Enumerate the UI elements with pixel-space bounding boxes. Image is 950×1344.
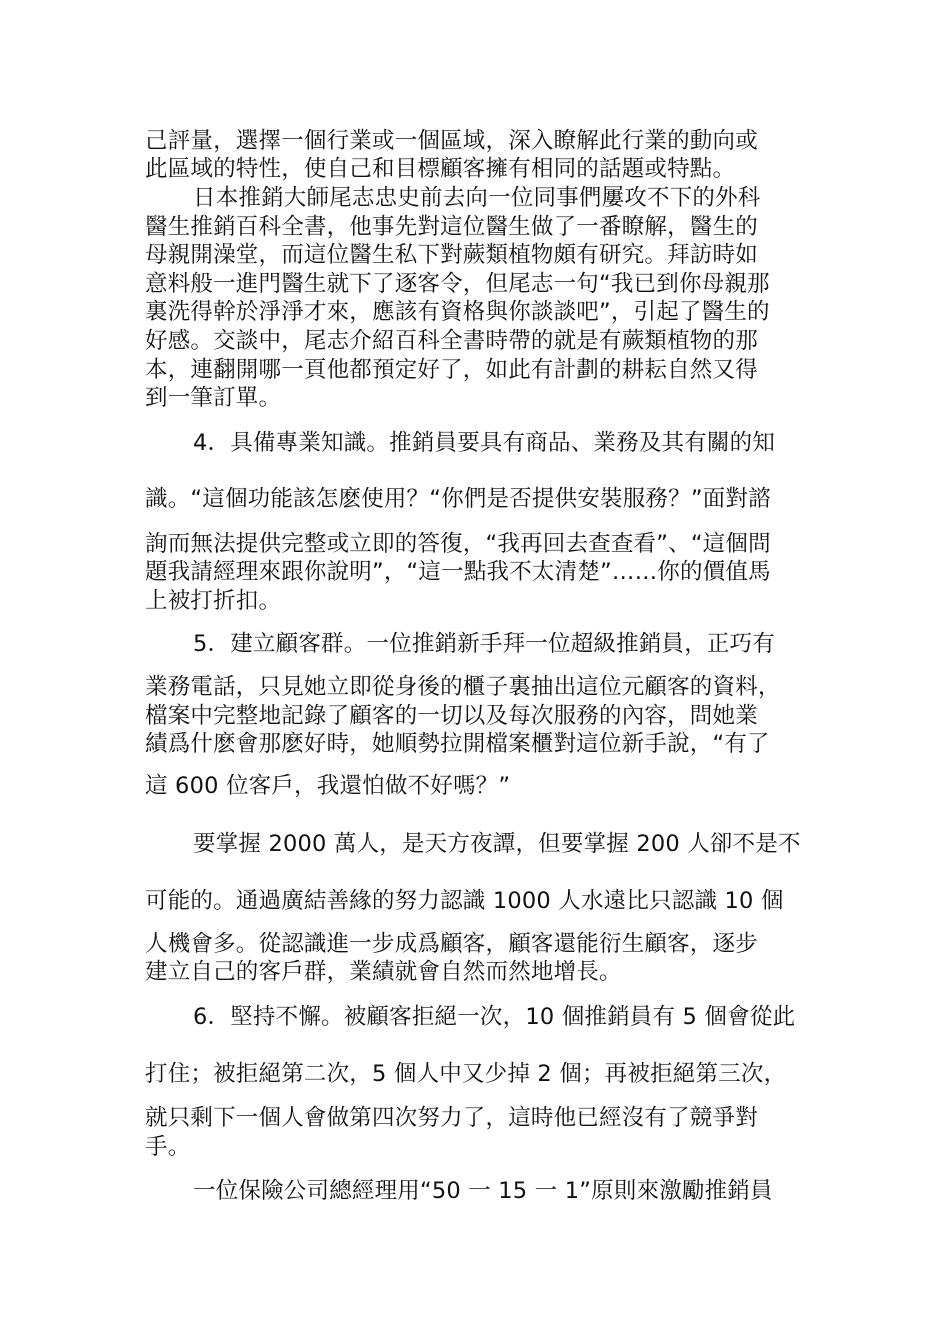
text-line: 己評量，選擇一個行業或一個區域，深入瞭解此行業的動向或	[145, 128, 758, 154]
text-line: 就只剩下一個人會做第四次努力了，這時他已經沒有了競爭對	[145, 1105, 758, 1131]
text-line: 母親開澡堂，而這位醫生私下對蕨類植物頗有研究。拜訪時如	[145, 242, 758, 268]
text-line: 績爲什麽會那麽好時，她順勢拉開檔案櫃對這位新手說，“有了	[145, 731, 770, 757]
text-line: 醫生推銷百科全書，他事先對這位醫生做了一番瞭解，醫生的	[145, 214, 758, 240]
text-line: 這 600 位客戶，我還怕做不好嗎？”	[145, 773, 511, 799]
text-line: 5．建立顧客群。一位推銷新手拜一位超級推銷員，正巧有	[193, 631, 776, 657]
text-line: 題我請經理來跟你說明”，“這一點我不太清楚”……你的價值馬	[145, 559, 771, 585]
text-line: 好感。交談中，尾志介紹百科全書時帶的就是有蕨類植物的那	[145, 328, 758, 354]
text-line: 上被打折扣。	[145, 588, 282, 614]
text-line: 此區域的特性，使自己和目標顧客擁有相同的話題或特點。	[145, 156, 736, 182]
text-line: 意料般一進門醫生就下了逐客令，但尾志一句“我已到你母親那	[145, 271, 770, 297]
text-line: 建立自己的客戶群，業績就會自然而然地增長。	[145, 959, 622, 985]
text-line: 到一筆訂單。	[145, 385, 282, 411]
text-line: 手。	[145, 1134, 191, 1160]
text-line: 可能的。通過廣結善緣的努力認識 1000 人水遠比只認識 10 個	[145, 888, 784, 914]
text-line: 一位保險公司總經理用“50 一 15 一 1”原則來激勵推銷員	[193, 1178, 773, 1204]
text-line: 6．堅持不懈。被顧客拒絕一次，10 個推銷員有 5 個會從此	[193, 1004, 796, 1030]
text-line: 識。“這個功能該怎麽使用？“你們是否提供安裝服務？”面對諮	[145, 486, 771, 512]
text-line: 日本推銷大師尾志忠史前去向一位同事們屢攻不下的外科	[193, 185, 761, 211]
text-line: 本，連翻開哪一頁他都預定好了，如此有計劃的耕耘自然又得	[145, 357, 758, 383]
text-line: 裏洗得幹於淨淨才來，應該有資格與你談談吧”，引起了醫生的	[145, 299, 770, 325]
text-line: 業務電話，只見她立即從身後的櫃子裏抽出這位元顧客的資料，	[145, 674, 781, 700]
text-line: 詢而無法提供完整或立即的答復，“我再回去查查看”、“這個問	[145, 531, 771, 557]
text-line: 檔案中完整地記錄了顧客的一切以及每次服務的內容，問她業	[145, 703, 758, 729]
text-line: 要掌握 2000 萬人，是天方夜譚，但要掌握 200 人卻不是不	[193, 831, 801, 857]
text-line: 打住；被拒絕第二次，5 個人中又少掉 2 個；再被拒絕第三次，	[145, 1061, 787, 1087]
text-line: 4．具備專業知識。推銷員要具有商品、業務及其有關的知	[193, 430, 776, 456]
text-line: 人機會多。從認識進一步成爲顧客，顧客還能衍生顧客，逐步	[145, 931, 758, 957]
